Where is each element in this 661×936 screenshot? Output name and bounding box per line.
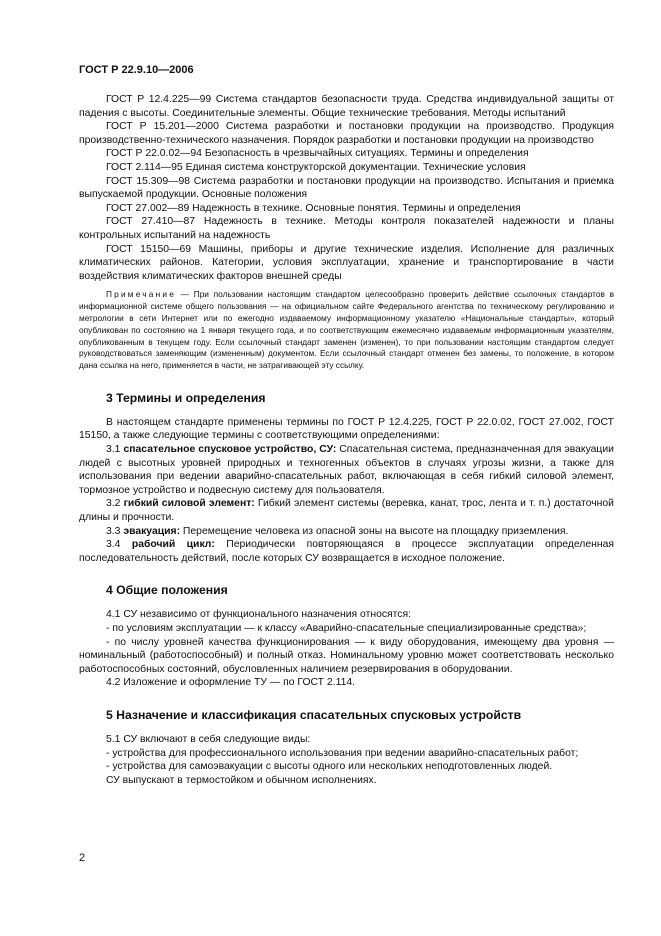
section-5-paragraph: - устройства для самоэвакуации с высоты одного или нескольких неподготовленных людей. xyxy=(106,761,553,773)
term-name: эвакуация: xyxy=(123,525,181,537)
section-5-paragraph: - устройства для профессионального использования при ведении аварийно-спасательных работ; xyxy=(106,747,579,759)
reference-item: ГОСТ Р 22.0.02—94 Безопасность в чрезвычайных ситуациях. Термины и определения xyxy=(106,148,529,160)
section-4-paragraph: - по числу уровней качества функционирования — к виду оборудования, имеющему два уровня — номинальный (работоспособный) и полный отказ. Номинальному уровню может соответствовать несколько работоспособных состояний, обусловленных наличием резервирования в оборудовании. xyxy=(79,636,614,675)
document-header: ГОСТ Р 22.9.10—2006 xyxy=(79,64,194,76)
term-name: гибкий силовой элемент: xyxy=(123,498,255,510)
page-number: 2 xyxy=(79,852,86,864)
section-4-title: 4 Общие положения xyxy=(106,583,228,598)
reference-item: ГОСТ 2.114—95 Единая система конструкторской документации. Технические условия xyxy=(106,161,526,173)
note-text: — При пользовании настоящим стандартом целесообразно проверить действие ссылочных стандартов в информационной системе общего пользования — на официальном сайте Федерального агентства по техническому регулированию и метрологии в сети Интернет или по ежегодно издаваемому информационному указателю «Национальные стандарты», который опубликован по состоянию на 1 января текущего года, и по соответствующим ежемесячно издаваемым информационным указателям, опубликованным в текущем году. Если ссылочный стандарт заменен (изменен), то при пользовании настоящим стандартом следует руководствоваться заменяющим (измененным) документом. Если ссылочный стандарт отменен без замены, то положение, в котором дана ссылка на него, применяется в части, не затрагивающей эту ссылку. xyxy=(79,289,614,371)
term-name: рабочий цикл: xyxy=(131,539,215,551)
note-label: Примечание xyxy=(106,289,177,300)
term-definition xyxy=(79,497,614,524)
reference-item: ГОСТ 27.002—89 Надежность в технике. Основные понятия. Термины и определения xyxy=(106,202,521,214)
reference-item: ГОСТ Р 12.4.225—99 Система стандартов безопасности труда. Средства индивидуальной защиты от падения с высоты. Соединительные элементы. Общие технические требования. Методы испытаний xyxy=(79,94,614,119)
term-definition xyxy=(79,538,614,565)
term-number: 3.1 xyxy=(106,444,121,456)
term-name: спасательное спусковое устройство, СУ: xyxy=(123,444,337,456)
page-content xyxy=(79,93,614,787)
section-5-title: 5 Назначение и классификация спасательных спусковых устройств xyxy=(106,707,522,722)
term-number: 3.3 xyxy=(106,525,121,537)
term-text: Перемещение человека из опасной зоны на высоте на площадку приземления. xyxy=(182,525,569,537)
section-5-paragraph: СУ выпускают в термостойком и обычном исполнениях. xyxy=(106,774,377,786)
term-number: 3.2 xyxy=(106,498,121,510)
term-text: Периодически повторяющаяся в процессе эксплуатации определенная последовательность действий, после которых СУ возвращается в исходное положение. xyxy=(79,539,615,564)
reference-item: ГОСТ 27.410—87 Надежность в технике. Методы контроля показателей надежности и планы контрольных испытаний на надежность xyxy=(79,216,614,241)
section-3-title: 3 Термины и определения xyxy=(106,390,266,405)
term-text: Спасательная система, предназначенная для эвакуации людей с высотных уровней природных и техногенных объектов в случаях угрозы жизни, а также для использования при ведении аварийно-спасательных работ, включающая в себя гибкий силовой элемент, тормозное устройство и подвесную систему для пользователя. xyxy=(79,444,614,496)
term-definition xyxy=(79,443,614,497)
section-4-paragraph: - по условиям эксплуатации — к классу «Аварийно-спасательные специализированные средства»; xyxy=(106,623,587,635)
term-definition xyxy=(79,525,614,539)
section-3-intro: В настоящем стандарте применены термины по ГОСТ Р 12.4.225, ГОСТ Р 22.0.02, ГОСТ 27.002, ГОСТ 15150, а также следующие термины с соответствующими определениями: xyxy=(79,416,614,442)
reference-item: ГОСТ 15150—69 Машины, приборы и другие технические изделия. Исполнение для различных климатических районов. Категории, условия эксплуатации, хранение и транспортирование в части воздействия климатических факторов внешней среды xyxy=(79,243,614,282)
reference-note xyxy=(79,289,614,372)
section-4-paragraph: 4.2 Изложение и оформление ТУ — по ГОСТ 2.114. xyxy=(106,677,356,689)
reference-item: ГОСТ 15.309—98 Система разработки и постановки продукции на производство. Испытания и приемка выпускаемой продукции. Основные положения xyxy=(79,175,614,201)
section-4-paragraph: 4.1 СУ независимо от функционального назначения относятся: xyxy=(106,609,412,621)
term-text: Гибкий элемент системы (веревка, канат, трос, лента и т. п.) достаточной длины и прочности. xyxy=(79,498,614,524)
reference-item: ГОСТ Р 15.201—2000 Система разработки и постановки продукции на производство. Продукция производственно-технического назначения. Порядок разработки и постановки продукции на производство xyxy=(79,121,614,146)
normative-references xyxy=(79,93,614,283)
term-number: 3.4 xyxy=(106,539,121,551)
section-5-paragraph: 5.1 СУ включают в себя следующие виды: xyxy=(106,733,311,745)
